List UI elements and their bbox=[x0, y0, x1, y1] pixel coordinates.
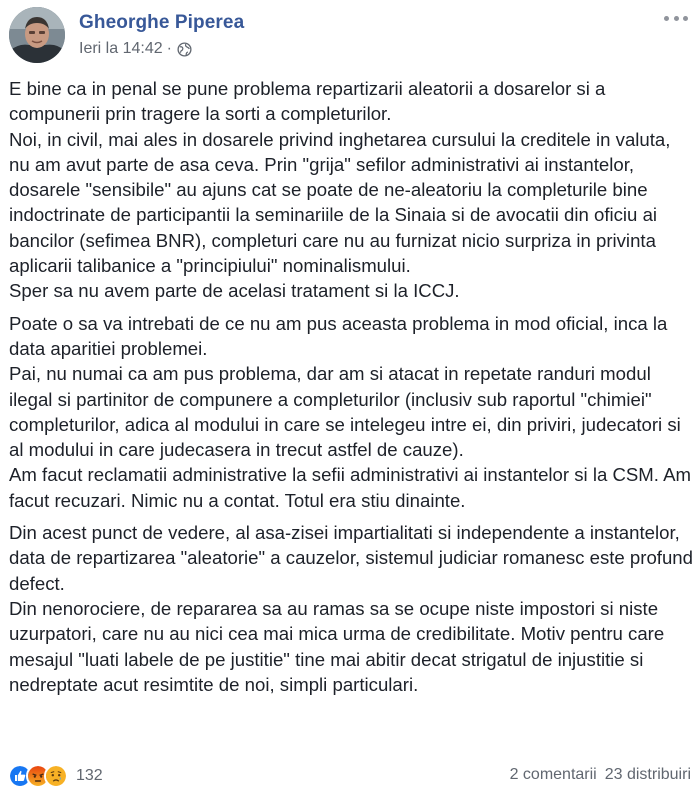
globe-icon[interactable] bbox=[177, 42, 192, 57]
post-meta bbox=[79, 40, 192, 58]
more-options-icon[interactable] bbox=[664, 11, 688, 25]
post-paragraph: E bine ca in penal se pune problema repartizarii aleatorii a dosarelor si a compunerii prin tragere la sorti a completurilor. Noi, in civil, mai ales in dosarele privind inghetarea cursului la creditele in valuta, nu am avut parte de asa ceva. Prin "grija" sefilor administrativi ai instantelor, dosarele "sensibile" au ajuns cat se poate de ne-aleatoriu la completurile bine indoctrinate de participantii la seminariile de la Sinaia si de avocatii din oficiu ai bancilor (sefimea BNR), completuri care nu au furnizat nicio surpriza in privinta aplicarii talibanice a "principiului" nominalismului. Sper sa nu avem parte de acelasi tratament si la ICCJ. bbox=[9, 78, 671, 302]
author-name[interactable]: Gheorghe Piperea bbox=[79, 12, 245, 33]
reaction-count: 132 bbox=[76, 767, 103, 784]
post-footer bbox=[0, 760, 700, 792]
avatar[interactable] bbox=[9, 7, 65, 63]
post-text bbox=[9, 76, 693, 704]
comments-link[interactable]: 2 comentarii bbox=[509, 766, 597, 783]
post-header bbox=[0, 0, 700, 70]
shares-link[interactable]: 23 distribuiri bbox=[604, 766, 691, 783]
meta-separator: · bbox=[166, 40, 172, 57]
sad-icon bbox=[44, 764, 68, 788]
post-timestamp[interactable]: Ieri la 14:42 bbox=[79, 40, 163, 57]
post-paragraph: Din acest punct de vedere, al asa-zisei impartialitati si independente a instantelor, data de repartizarea "aleatorie" a cauzelor, sistemul judiciar romanesc este profund defect. Din nenorociere, de repararea sa au ramas sa se ocupe niste impostori si niste uzurpatori, care nu au nici cea mai mica urma de credibilitate. Motiv pentru care mesajul "luati labele de pe justitie" tine mai abitir decat strigatul de injustitie si nedreptate acut resimtite de noi, simpli particulari. bbox=[9, 522, 693, 695]
post-paragraph: Poate o sa va intrebati de ce nu am pus aceasta problema in mod oficial, inca la data aparitiei problemei. Pai, nu numai ca am pus problema, dar am si atacat in repetate randuri modul ilegal si partinitor de compunere a completurilor (inclusiv sub raportul "chimiei" completurilor, adica al modului in care se intelegeu intre ei, din priviri, judecatori si al modului in care judecasera in trecut astfel de cauze). Am facut reclamatii administrative la sefii administrativi ai instantelor si la CSM. Am facut recuzari. Nimic nu a contat. Totul era stiu dinainte. bbox=[9, 312, 691, 511]
engagement-links bbox=[510, 766, 691, 784]
reactions-summary[interactable] bbox=[8, 764, 103, 788]
avatar-photo bbox=[9, 7, 65, 63]
